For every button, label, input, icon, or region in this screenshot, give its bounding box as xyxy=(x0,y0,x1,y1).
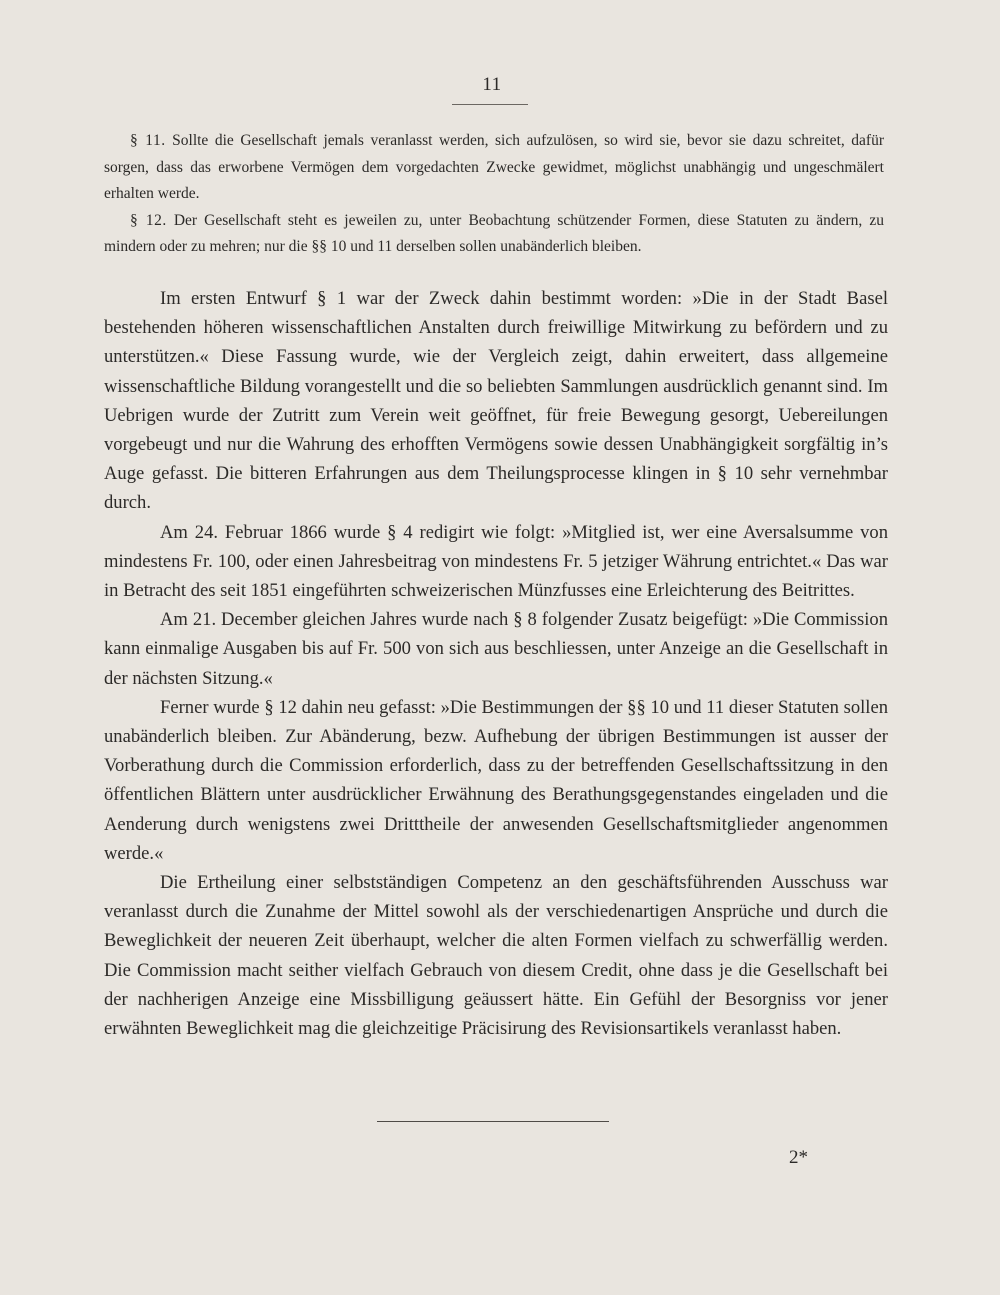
statute-paragraph-11 xyxy=(104,128,884,208)
statute-label: § 11. xyxy=(130,132,166,149)
printer-signature-mark: 2* xyxy=(789,1147,808,1168)
body-paragraph: Die Ertheilung einer selbstständigen Competenz an den geschäftsführenden Ausschuss war veranlasst durch die Zunahme der Mittel sowohl als der verschiedenartigen Ansprüche und durch die Beweglichkeit der neueren Zeit überhaupt, welcher die alten Formen vielfach zu schwerfällig werden. Die Commission macht seither vielfach Gebrauch von diesem Credit, ohne dass je die Gesellschaft bei der nachherigen Anzeige eine Missbilligung geäussert hätte. Ein Gefühl der Besorgniss vor jener erwähnten Beweglichkeit mag die gleichzeitige Präcisirung des Revisionsartikels veranlasst haben. xyxy=(104,872,888,1040)
statute-paragraph-12 xyxy=(104,208,884,261)
statute-quotation xyxy=(104,128,884,261)
statute-text: Sollte die Gesellschaft jemals veranlasst werden, sich aufzulösen, so wird sie, bevor sie dazu schreitet, dafür sorgen, dass das erworbene Vermögen dem vorgedachten Zwecke gewidmet, möglichst unabhängig und ungeschmälert erhalten werde. xyxy=(104,132,884,202)
body-paragraph: Ferner wurde § 12 dahin neu gefasst: »Die Bestimmungen der §§ 10 und 11 dieser Statuten sollen unabänderlich bleiben. Zur Abänderung, bezw. Aufhebung der übrigen Bestimmungen ist ausser der Vorberathung durch die Commission erforderlich, dass zu der betreffenden Gesellschaftssitzung in den öffentlichen Blättern unter ausdrücklicher Erwähnung des Berathungsgegenstandes eingeladen und die Aenderung durch wenigstens zwei Dritttheile der anwesenden Gesellschaftsmitglieder angenommen werde.« xyxy=(104,696,888,864)
statute-text: Der Gesellschaft steht es jeweilen zu, unter Beobachtung schützender Formen, diese Statuten zu ändern, zu mindern oder zu mehren; nur die §§ 10 und 11 derselben sollen unabänderlich bleiben. xyxy=(104,211,885,255)
body-text xyxy=(104,284,888,1043)
body-paragraph: Am 21. December gleichen Jahres wurde nach § 8 folgender Zusatz beigefügt: »Die Commission kann einmalige Ausgaben bis auf Fr. 500 von sich aus beschliessen, unter Anzeige an die Gesellschaft in der nächsten Sitzung.« xyxy=(104,609,888,689)
body-paragraph: Am 24. Februar 1866 wurde § 4 redigirt wie folgt: »Mitglied ist, wer eine Aversalsumme von mindestens Fr. 100, oder einen Jahresbeitrag von mindestens Fr. 5 jetziger Währung entrichtet.« Das war in Betracht des seit 1851 eingeführten schweizerischen Münzfusses eine Erleichterung des Beitrittes. xyxy=(104,521,888,602)
body-paragraph: Im ersten Entwurf § 1 war der Zweck dahin bestimmt worden: »Die in der Stadt Basel bestehenden höheren wissenschaftlichen Anstalten durch freiwillige Mitwirkung zu befördern und zu unterstützen.« Diese Fassung wurde, wie der Vergleich zeigt, dahin erweitert, dass allgemeine wissenschaftliche Bildung vorangestellt und die so beliebten Sammlungen ausdrücklich genannt sind. Im Uebrigen wurde der Zutritt zum Verein weit geöffnet, für freie Bewegung gesorgt, Uebereilungen vorgebeugt und nur die Wahrung des erhofften Vermögens sowie dessen Unabhängigkeit sorgfältig in’s Auge gefasst. Die bitteren Erfahrungen aus dem Theilungsprocesse klingen in § 10 sehr vernehmbar durch. xyxy=(104,288,888,514)
page-number: 11 xyxy=(482,74,502,95)
statute-label: § 12. xyxy=(130,211,167,229)
section-end-rule xyxy=(377,1121,609,1122)
page-number-rule xyxy=(452,104,528,105)
